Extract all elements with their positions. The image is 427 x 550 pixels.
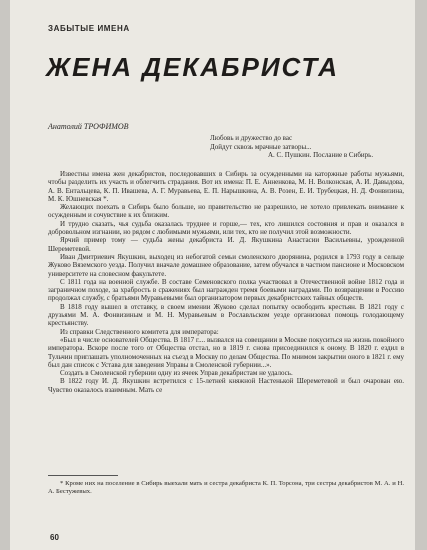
paragraph: Известны имена жен декабристов, последовавших в Сибирь за осужденными на каторжные работы мужьями, чтобы разделить их участь и облегчить страдания. Вот их имена: П. Е. Анненкова, М. Н. Волконская, А. И. Давыдова, А. В. Ентальцева, К. П. Ивашева, А. Г. Муравьева, Е. П. Нарышкина, А. В. Розен, Е. И. Трубецкая, Н. Д. Фонвизина, М. К. Юшневская *.	[48, 170, 404, 203]
paragraph: Ярчий пример тому — судьба жены декабриста И. Д. Якушкина Анастасии Васильевны, урожденной Шереметевой.	[48, 236, 404, 253]
epigraph-line: Дойдут сквозь мрачные затворы...	[210, 142, 312, 151]
epigraph-line: Любовь и дружество до вас	[210, 134, 293, 142]
article-title: ЖЕНА ДЕКАБРИСТА	[46, 52, 340, 82]
paragraph: В 1822 году И. Д. Якушкин встретился с 15-летней княжной Настенькой Шереметевой и был очарован ею. Чувство оказалось взаимным. Мать се	[48, 377, 404, 394]
paragraph: Желающих поехать в Сибирь было больше, но правительство не разрешило, не хотело привлекать внимание к осужденным и сочувствие к их близким.	[48, 203, 404, 220]
page-number: 60	[50, 533, 59, 542]
magazine-page	[10, 0, 415, 550]
epigraph	[210, 134, 410, 160]
paragraph: Создать в Смоленской губернии одну из ячеек Управ декабристам не удалось.	[60, 369, 293, 378]
epigraph-source: А. С. Пушкин. Послание в Сибирь.	[268, 151, 374, 159]
paragraph: Из справки Следственного комитета для императора:	[60, 327, 219, 336]
paragraph: С 1811 года на военной службе. В составе Семеновского полка участвовал в Отечественной войне 1812 года и заграничном походе, за храбрость в сражениях был награжден тремя боевыми наградами. По возвращении в Россию продолжал службу, с братьями Муравьевыми был организатором первых декабристских тайных обществ.	[48, 277, 404, 303]
footnote: * Кроме них на поселение в Сибирь выехали мать и сестра декабриста К. П. Торсона, три сестры декабристов М. А. и Н. А. Бестужевых.	[48, 480, 404, 495]
paragraph: Иван Дмитриевич Якушкин, выходец из небогатой семьи смоленского дворянина, родился в 1793 году в сельце Жуково Вяземского уезда. Получил вначале домашнее образование, затем обучался в частном пансионе и Московском университете на словесном факультете.	[48, 252, 404, 278]
article-author: Анатолий ТРОФИМОВ	[48, 122, 129, 131]
footnote-divider	[48, 475, 118, 476]
quote-paragraph: «Был в числе основателей Общества. В 1817 г.... вызвался на совещании в Москве покуситься на жизнь покойного императора. Вскоре после того от Общества отстал, но в 1819 г. снова присоединился к оному. В 1820 г. ездил в Тульчин приглашать уполномоченных на съезд в Москву по делам Общества. По мнимом закрытии оного в 1821 г. ему был дан список с Устава для заведения Управы в Смоленской губернии...».	[48, 335, 404, 369]
section-rubric: ЗАБЫТЫЕ ИМЕНА	[48, 24, 130, 33]
paragraph: И трудно сказать, чья судьба оказалась труднее и горше,— тех, кто лишился состояния и прав и оказался в добровольном изгнании, но рядом с любимыми мужьями, или тех, кто не получил этой возможности.	[48, 219, 404, 237]
paragraph: В 1818 году вышел в отставку, в своем имении Жуково сделал попытку освободить крестьян. В 1821 году с друзьями М. А. Фонвизиным и М. Н. Муравьевым в Рославльском уезде организовал помощь голодающему крестьянству.	[48, 302, 404, 328]
article-body	[48, 170, 404, 394]
